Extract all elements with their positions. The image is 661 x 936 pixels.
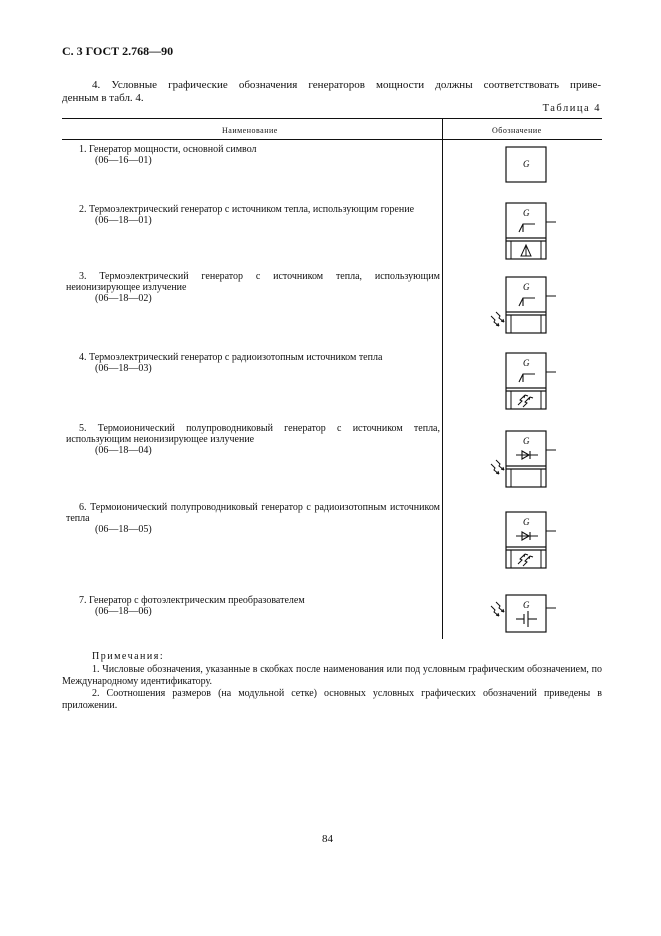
generator-letter: G: [523, 600, 530, 610]
thermocouple-icon: [519, 374, 535, 382]
table-row: [66, 204, 440, 226]
table-row: [66, 595, 440, 617]
light-rays-icon: [491, 312, 504, 326]
diode-icon: [516, 451, 538, 459]
row-name: 1. Генератор мощности, основной символ: [79, 144, 257, 155]
table-row: [66, 502, 440, 535]
diode-icon: [516, 532, 538, 540]
intro-paragraph-line-2: денным в табл. 4.: [62, 92, 144, 104]
light-rays-icon: [491, 602, 504, 616]
generator-letter: G: [523, 159, 530, 169]
column-header-name: Наименование: [222, 126, 278, 135]
column-header-symbol: Обозначение: [492, 126, 542, 135]
generator-letter: G: [523, 358, 530, 368]
note-2: 2. Соотношения размеров (на модульной сетке) основных условных графических обозначений приведены в приложении.: [62, 688, 602, 711]
page-header: С. 3 ГОСТ 2.768—90: [62, 44, 174, 58]
notes-title: Примечания:: [92, 651, 165, 662]
row-code: (06—18—02): [95, 293, 152, 304]
row-name: 2. Термоэлектрический генератор с источником тепла, использующим горение: [79, 204, 415, 215]
light-rays-icon: [491, 460, 504, 474]
thermoelectric-radiation-symbol: [488, 276, 568, 336]
row-code: (06—18—05): [95, 524, 152, 535]
thermocouple-icon: [519, 224, 535, 232]
thermoelectric-combustion-symbol: [505, 202, 567, 262]
table-row: [66, 352, 440, 374]
table-header-rule: [62, 139, 602, 140]
generator-letter: G: [523, 208, 530, 218]
row-code: (06—18—01): [95, 215, 152, 226]
table-top-rule: [62, 118, 602, 119]
row-name: 7. Генератор с фотоэлектрическим преобразователем: [79, 595, 305, 606]
row-code: (06—18—04): [95, 445, 152, 456]
radiation-icon: [518, 554, 533, 566]
intro-paragraph-line-1: 4. Условные графические обозначения генераторов мощности должны соответствовать приве-: [92, 79, 601, 91]
table-row: [66, 271, 440, 304]
table-row: [66, 423, 440, 456]
photoelectric-generator-symbol: [488, 594, 568, 634]
table-column-divider: [442, 118, 443, 639]
row-name: 4. Термоэлектрический генератор с радиоизотопным источником тепла: [79, 352, 383, 363]
table-row: [66, 144, 440, 166]
generator-letter: G: [523, 436, 530, 446]
row-code: (06—16—01): [95, 155, 152, 166]
note-1: 1. Числовые обозначения, указанные в скобках после наименования или под условным графическим обозначением, по Международному идентификатору.: [62, 664, 602, 687]
flame-icon: [521, 245, 531, 256]
thermionic-radiation-symbol: [488, 430, 568, 490]
row-name: 6. Термоионический полупроводниковый генератор с радиоизотопным источником тепла: [66, 502, 440, 524]
table-caption: Таблица 4: [542, 103, 601, 114]
thermoelectric-radioisotope-symbol: [505, 352, 567, 412]
generator-basic-symbol: [505, 146, 547, 184]
thermocouple-icon: [519, 298, 535, 306]
row-name: 5. Термоионический полупроводниковый генератор с источником тепла, использующим неионизирующее излучение: [66, 423, 440, 445]
thermionic-radioisotope-symbol: [505, 511, 567, 571]
row-code: (06—18—06): [95, 606, 152, 617]
row-code: (06—18—03): [95, 363, 152, 374]
radiation-icon: [518, 395, 533, 407]
photocell-icon: [516, 611, 537, 627]
generator-letter: G: [523, 517, 530, 527]
generator-letter: G: [523, 282, 530, 292]
page-number: 84: [322, 833, 333, 845]
row-name: 3. Термоэлектрический генератор с источником тепла, использующим неионизирующее излучение: [66, 271, 440, 293]
